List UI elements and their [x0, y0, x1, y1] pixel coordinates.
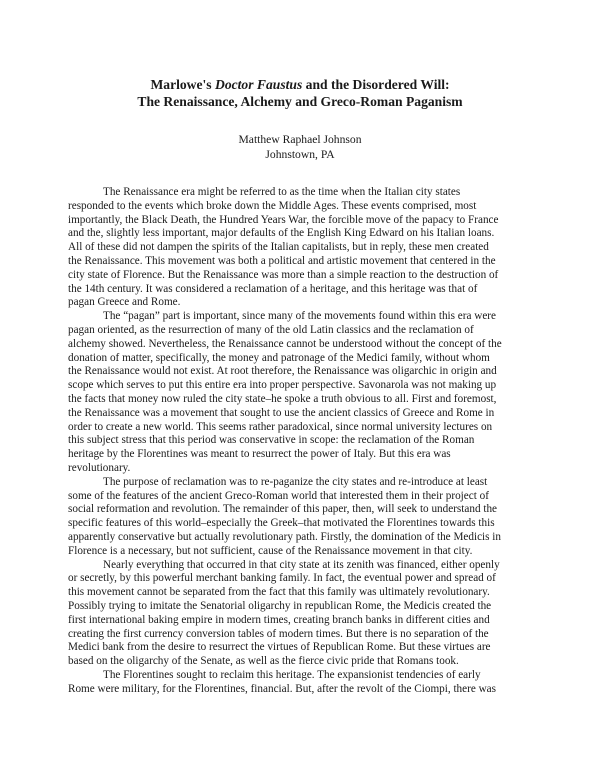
- text-line: Florence is a necessary, but not sufficient, cause of the Renaissance movement in that city.: [68, 544, 473, 557]
- text-line: creating the first currency conversion tables of modern times. But there is no separation of the: [68, 627, 489, 640]
- text-line: the facts that money now ruled the city state–he spoke a truth obvious to all. First and foremost,: [68, 392, 497, 405]
- text-line: order to create a new world. This seems rather paradoxical, since normal university lectures on: [68, 420, 493, 433]
- text-line: The Florentines sought to reclaim this heritage. The expansionist tendencies of early: [103, 668, 481, 681]
- title-italic-work: Doctor Faustus: [215, 77, 303, 92]
- paragraph: [68, 669, 532, 697]
- title-prefix: Marlowe's: [150, 77, 215, 92]
- paper-title: [0, 76, 600, 110]
- paragraph: [68, 310, 532, 476]
- text-line: this subject stress that this period was conservative in scope: the reclamation of the Roman: [68, 434, 475, 447]
- text-line: the Renaissance would not exist. At root therefore, the Renaissance was oligarchic in origin and: [68, 365, 497, 378]
- text-line: Medici bank from the desire to resurrect the virtues of Republican Rome. But these virtues are: [68, 641, 491, 654]
- author-name: Matthew Raphael Johnson: [238, 133, 362, 146]
- title-line-2: The Renaissance, Alchemy and Greco-Roman Paganism: [137, 94, 463, 109]
- text-line: the Renaissance was a movement that sought to use the ancient classics of Greece and Rome in: [68, 406, 495, 419]
- text-line: alchemy showed. Nevertheless, the Renaissance cannot be understood without the concept of the: [68, 337, 502, 350]
- author-block: [0, 133, 600, 162]
- text-line: some of the features of the ancient Greco-Roman world that interested them in their project of: [68, 489, 489, 502]
- text-line: revolutionary.: [68, 461, 131, 474]
- text-line: based on the oligarchy of the Senate, as well as the fierce civic pride that Romans took.: [68, 655, 459, 668]
- text-line: city state of Florence. But the Renaissance was more than a simple reaction to the destruction of: [68, 268, 499, 281]
- paragraph: [68, 476, 532, 559]
- text-line: donation of matter, specifically, the money and patronage of the Medici family, without whom: [68, 351, 490, 364]
- text-line: the 14th century. It was considered a reclamation of a heritage, and this heritage was that of: [68, 282, 478, 295]
- text-line: social reformation and revolution. The remainder of this paper, then, will seek to understand the: [68, 503, 498, 516]
- text-line: scope which serves to put this entire era into proper perspective. Savonarola was not making up: [68, 379, 497, 392]
- text-line: pagan Greece and Rome.: [68, 296, 181, 309]
- text-line: The purpose of reclamation was to re-paganize the city states and re-introduce at least: [103, 475, 488, 488]
- text-line: Nearly everything that occurred in that city state at its zenith was financed, either openly: [103, 558, 500, 571]
- text-line: apparently conservative but actually revolutionary path. Firstly, the domination of the Medicis in: [68, 530, 501, 543]
- text-line: first international baking empire in modern times, creating branch banks in different cities and: [68, 613, 490, 626]
- text-line: importantly, the Black Death, the Hundred Years War, the forcible move of the papacy to France: [68, 213, 499, 226]
- text-line: The Renaissance era might be referred to as the time when the Italian city states: [103, 186, 461, 198]
- body-text: [68, 186, 532, 696]
- text-line: this movement cannot be separated from the fact that this family was ultimately revolutionary.: [68, 586, 490, 599]
- text-line: The “pagan” part is important, since many of the movements found within this era were: [103, 310, 496, 323]
- text-line: responded to the events which broke down the Middle Ages. These events comprised, most: [68, 199, 477, 212]
- paragraph: [68, 186, 532, 310]
- text-line: and the, slightly less important, major defaults of the English King Edward on his Italian loans.: [68, 227, 495, 240]
- title-suffix: and the Disordered Will:: [302, 77, 450, 92]
- text-line: pagan oriented, as the resurrection of many of the old Latin classics and the reclamation of: [68, 323, 474, 336]
- text-line: Possibly trying to imitate the Senatorial oligarchy in republican Rome, the Medicis created the: [68, 599, 492, 612]
- paragraph: [68, 559, 532, 669]
- text-line: or secretly, by this powerful merchant banking family. In fact, the eventual power and spread of: [68, 572, 496, 585]
- text-line: Rome were military, for the Florentines, financial. But, after the revolt of the Ciompi, there was: [68, 682, 497, 695]
- text-line: All of these did not dampen the spirits of the Italian capitalists, but in reply, these men created: [68, 241, 489, 254]
- text-line: heritage by the Florentines was meant to resurrect the power of Italy. But this era was: [68, 448, 451, 461]
- text-line: the Renaissance. This movement was both a political and artistic movement that centered in the: [68, 254, 496, 267]
- author-location: Johnstown, PA: [265, 147, 335, 161]
- title-line-1: [0, 76, 600, 93]
- text-line: specific features of this world–especially the Greek–that motivated the Florentines towards this: [68, 517, 495, 530]
